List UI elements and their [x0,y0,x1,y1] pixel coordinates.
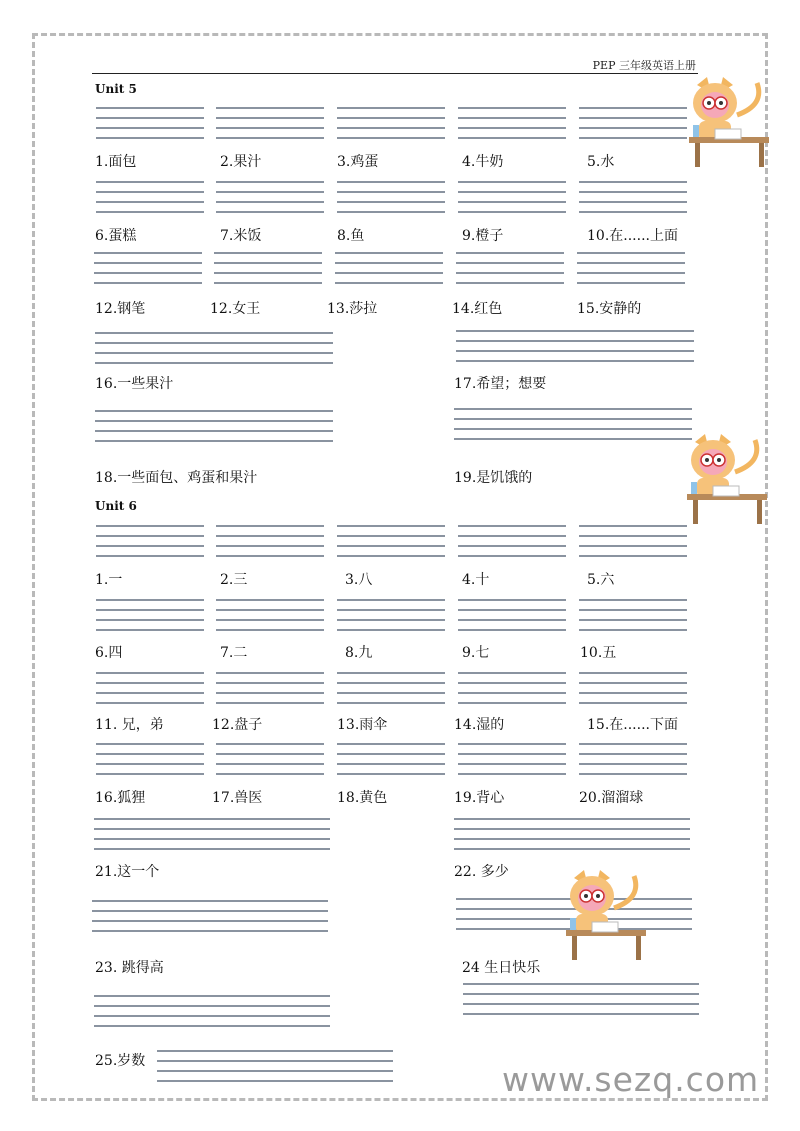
writing-lines[interactable] [337,525,445,557]
writing-lines[interactable] [92,900,328,932]
header-rule [92,73,698,74]
writing-lines[interactable] [454,818,690,850]
cat-student-icon [562,868,652,968]
writing-lines[interactable] [95,410,333,442]
writing-lines[interactable] [456,252,564,284]
vocab-item: 6.蛋糕 [95,228,137,244]
vocab-item: 10.五 [580,645,617,661]
writing-lines[interactable] [337,107,445,139]
writing-lines[interactable] [216,525,324,557]
writing-lines[interactable] [337,743,445,775]
cat-student-icon [683,432,773,532]
vocab-item: 4.牛奶 [462,154,504,170]
vocab-item: 9.橙子 [462,228,504,244]
vocab-item: 20.溜溜球 [579,790,644,806]
writing-lines[interactable] [95,332,333,364]
vocab-item: 10.在......上面 [587,228,678,244]
vocab-item: 3.鸡蛋 [337,154,379,170]
header-title: PEP 三年级英语上册 [592,59,696,72]
writing-lines[interactable] [458,525,566,557]
writing-lines[interactable] [458,599,566,631]
vocab-item: 23. 跳得高 [95,960,164,976]
writing-lines[interactable] [456,330,694,362]
writing-lines[interactable] [216,599,324,631]
vocab-item: 2.三 [220,572,248,588]
vocab-item: 12.钢笔 [95,301,146,317]
writing-lines[interactable] [577,252,685,284]
vocab-item: 11. 兄，弟 [95,717,164,733]
writing-lines[interactable] [96,107,204,139]
vocab-item: 7.二 [220,645,248,661]
writing-lines[interactable] [216,181,324,213]
writing-lines[interactable] [337,599,445,631]
vocab-item: 9.七 [462,645,490,661]
writing-lines[interactable] [157,1050,393,1082]
vocab-item: 15.安静的 [577,301,642,317]
writing-lines[interactable] [94,252,202,284]
vocab-item: 4.十 [462,572,490,588]
writing-lines[interactable] [96,181,204,213]
vocab-item: 15.在......下面 [587,717,678,733]
vocab-item: 2.果汁 [220,154,262,170]
vocab-item: 1.一 [95,572,123,588]
vocab-item: 13.雨伞 [337,717,388,733]
vocab-item: 17.兽医 [212,790,263,806]
vocab-item: 5.六 [587,572,615,588]
vocab-item: 5.水 [587,154,615,170]
vocab-item: 18.黄色 [337,790,388,806]
unit5-heading: Unit 5 [95,82,137,96]
vocab-item: 17.希望；想要 [454,376,547,392]
writing-lines[interactable] [216,107,324,139]
writing-lines[interactable] [337,672,445,704]
vocab-item: 13.莎拉 [327,301,378,317]
vocab-item: 16.一些果汁 [95,376,174,392]
writing-lines[interactable] [216,672,324,704]
vocab-item: 24 生日快乐 [462,960,541,976]
writing-lines[interactable] [463,983,699,1015]
vocab-item: 7.米饭 [220,228,262,244]
vocab-item: 16.狐狸 [95,790,146,806]
vocab-item: 6.四 [95,645,123,661]
vocab-item: 25.岁数 [95,1053,146,1069]
writing-lines[interactable] [454,408,692,440]
writing-lines[interactable] [579,525,687,557]
writing-lines[interactable] [214,252,322,284]
writing-lines[interactable] [579,672,687,704]
vocab-item: 8.九 [345,645,373,661]
vocab-item: 21.这一个 [95,864,160,880]
writing-lines[interactable] [458,743,566,775]
writing-lines[interactable] [337,181,445,213]
vocab-item: 12.盘子 [212,717,263,733]
writing-lines[interactable] [579,107,687,139]
writing-lines[interactable] [335,252,443,284]
writing-lines[interactable] [458,672,566,704]
vocab-item: 14.红色 [452,301,503,317]
vocab-item: 14.湿的 [454,717,505,733]
writing-lines[interactable] [96,599,204,631]
writing-lines[interactable] [96,672,204,704]
writing-lines[interactable] [96,525,204,557]
vocab-item: 18.一些面包、鸡蛋和果汁 [95,470,258,486]
writing-lines[interactable] [94,818,330,850]
writing-lines[interactable] [96,743,204,775]
watermark: www.sezq.com [502,1060,760,1099]
writing-lines[interactable] [579,599,687,631]
writing-lines[interactable] [216,743,324,775]
writing-lines[interactable] [458,181,566,213]
writing-lines[interactable] [579,181,687,213]
vocab-item: 1.面包 [95,154,137,170]
writing-lines[interactable] [94,995,330,1027]
vocab-item: 8.鱼 [337,228,365,244]
vocab-item: 19.背心 [454,790,505,806]
vocab-item: 22. 多少 [454,864,509,880]
vocab-item: 19.是饥饿的 [454,470,533,486]
unit6-heading: Unit 6 [95,499,137,513]
vocab-item: 3.八 [345,572,373,588]
writing-lines[interactable] [458,107,566,139]
writing-lines[interactable] [579,743,687,775]
vocab-item: 12.女王 [210,301,261,317]
cat-student-icon [685,75,775,175]
